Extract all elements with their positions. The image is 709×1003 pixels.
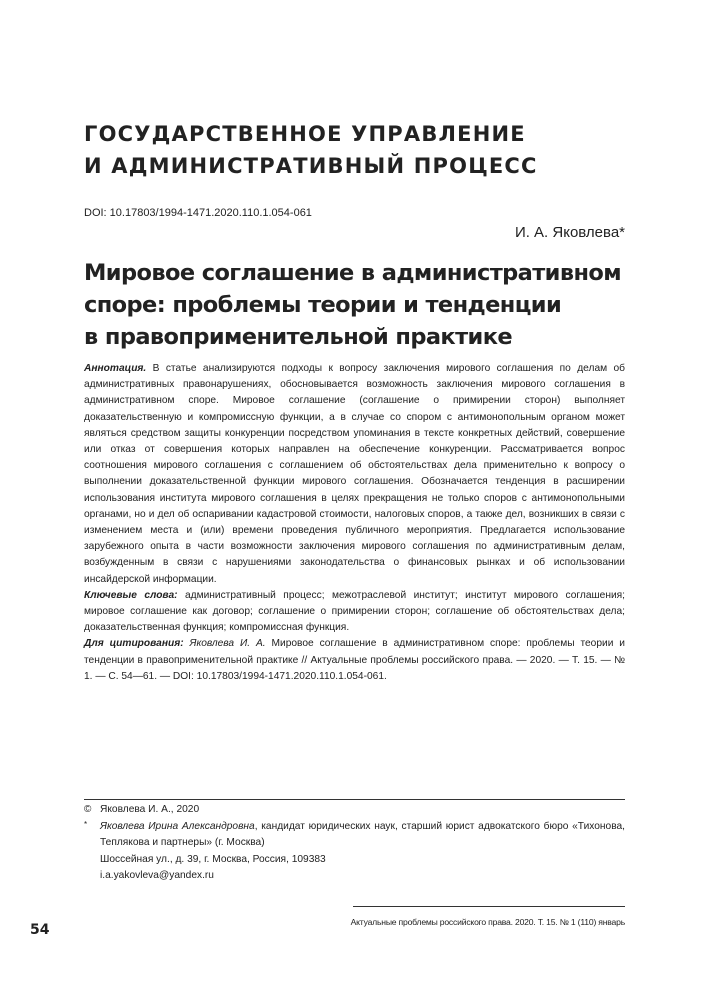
page-number: 54 [30,922,50,938]
abstract-label: Аннотация. [84,363,147,374]
author-footnote-text [100,819,625,852]
abstract-block [84,361,625,685]
author-email[interactable]: i.a.yakovleva@yandex.ru [100,870,214,881]
footnotes [84,802,625,885]
doi-line: DOI: 10.17803/1994-1471.2020.110.1.054-061 [84,207,312,219]
running-footer-divider [353,906,625,907]
copyright-mark: © [84,804,92,815]
author-name: И. А. Яковлева* [514,224,625,241]
footnote-star-mark: * [84,819,88,829]
article-title-line-1: Мировое соглашение в административном [84,260,622,286]
copyright-footnote [84,802,625,819]
footnote-divider [84,799,625,800]
author-info: , кандидат юридических наук, старший юрист адвокатского бюро «Тихонова, Теплякова и партнеры» (г. Москва) [100,820,625,848]
journal-running-footer: Актуальные проблемы российского права. 2020. Т. 15. № 1 (110) январь [350,917,625,927]
abstract-text: В статье анализируются подходы к вопросу заключения мирового соглашения по делам об административных правонарушениях, обосновывается возможность заключения мирового соглашения в административном споре. Мировое соглашение (соглашение о примирении сторон) выполняет доказательственную и компромиссную функции, а в случае со спором с антимонопольным органом может являться средством защиты конкуренции посредством упоминания в тексте конкретных действий, совершение или отказ от совершения которых направлен на обеспечение конкуренции. Рассматривается вопрос соотношения мирового соглашения с соглашением об обстоятельствах дела применительно к вопросу о выполнении доказательственной функции мирового соглашения. Обозначается тенденция в расширении использования института мирового соглашения в целях прекращения не только споров с антимонопольными органами, но и дел об оспаривании кадастровой стоимости, налоговых споров, а также дел, возникших в связи с изменением места и (или) времени проведения публичного мероприятия. Предлагается использование зарубежного опыта в части возможности заключения мирового соглашения по административным делам, возбужденным в связи с нарушениями законодательства о финансовых рынках и об использовании инсайдерской информации. [84,363,625,585]
author-address: Шоссейная ул., д. 39, г. Москва, Россия, 109383 [100,853,326,865]
copyright-text: Яковлева И. А., 2020 [100,804,200,815]
section-heading-line-1: ГОСУДАРСТВЕННОЕ УПРАВЛЕНИЕ [84,122,526,146]
keywords-paragraph [84,588,625,637]
keywords-text: административный процесс; межотраслевой институт; институт мирового соглашения; мировое соглашение как договор; соглашение о примирении сторон; соглашение об обстоятельствах дела; доказательственная функция; компромиссная функция. [84,589,625,634]
citation-author: Яковлева И. А. [189,638,266,650]
article-title-line-3: в правоприменительной практике [84,324,513,350]
citation-paragraph [84,636,625,685]
keywords-label: Ключевые слова: [84,589,178,601]
section-heading-line-2: И АДМИНИСТРАТИВНЫЙ ПРОЦЕСС [84,154,538,178]
citation-label: Для цитирования: [84,638,184,650]
author-full-name: Яковлева Ирина Александровна [100,820,255,832]
article-title-line-2: споре: проблемы теории и тенденции [84,292,562,318]
author-footnote [84,819,625,852]
abstract-paragraph [84,361,625,588]
article-title [84,257,644,353]
citation-text: Мировое соглашение в административном споре: проблемы теории и тенденции в правоприменительной практике // Актуальные проблемы российского права. — 2020. — Т. 15. — № 1. — С. 54—61. — DOI: 10.17803/1994-1471.2020.110.1.054-061. [84,638,625,682]
section-heading [84,118,644,182]
